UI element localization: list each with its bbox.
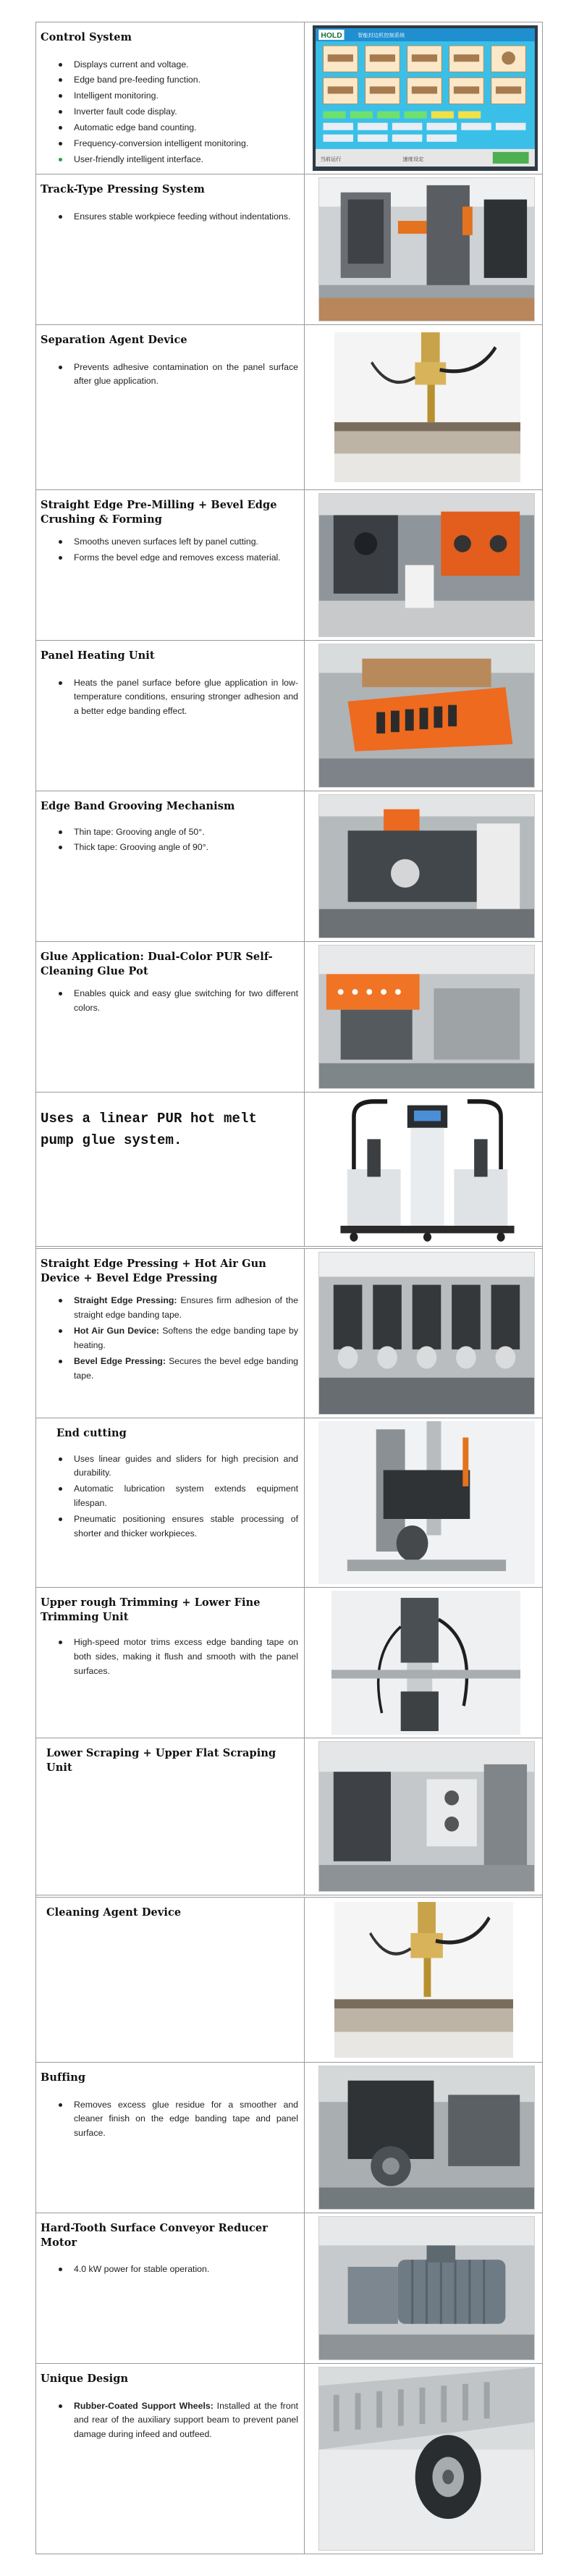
bullet-item: Uses linear guides and sliders for high precision and durability. bbox=[59, 1452, 298, 1481]
row-motor bbox=[36, 2213, 542, 2364]
bullet-item: Forms the bevel edge and removes excess material. bbox=[59, 551, 298, 565]
image-cell bbox=[305, 1249, 542, 1418]
bullet-item: Rubber-Coated Support Wheels: Installed at the front and rear of the auxiliary support beam to prevent panel damage during infeed and outfeed. bbox=[59, 2399, 298, 2443]
image-cell bbox=[305, 2213, 542, 2363]
text-cell bbox=[36, 1588, 305, 1738]
image-cell bbox=[305, 1738, 542, 1895]
bullet-item: Displays current and voltage. bbox=[59, 58, 298, 72]
bullet-item: Heats the panel surface before glue application in low-temperature conditions, ensuring stronger adhesion and a better edge banding effect. bbox=[59, 676, 298, 720]
text-cell bbox=[36, 22, 305, 174]
bullet-item: Thin tape: Grooving angle of 50°. bbox=[59, 825, 298, 840]
bullet-item: User-friendly intelligent interface. bbox=[59, 153, 298, 167]
section-title: End cutting bbox=[56, 1427, 127, 1439]
section-title: Panel Heating Unit bbox=[41, 649, 155, 662]
svg-text:智能封边机控制系统: 智能封边机控制系统 bbox=[358, 32, 405, 39]
image-cell bbox=[305, 1418, 542, 1587]
grooving-photo bbox=[318, 794, 535, 938]
track-pressing-photo bbox=[318, 177, 535, 321]
bullet-item: Hot Air Gun Device: Softens the edge banding tape by heating. bbox=[59, 1324, 298, 1353]
bullet-item: Inverter fault code display. bbox=[59, 105, 298, 119]
text-cell bbox=[36, 1249, 305, 1418]
bullet-item: Removes excess glue residue for a smoother and cleaner finish on the edge banding tape and panel surface. bbox=[59, 2098, 298, 2142]
row-glue-pot bbox=[36, 942, 542, 1093]
support-wheel-photo bbox=[318, 2367, 535, 2551]
text-cell bbox=[36, 942, 305, 1092]
svg-text:速度设定: 速度设定 bbox=[402, 156, 424, 162]
buffing-photo bbox=[318, 2066, 535, 2210]
row-pur-pump bbox=[36, 1093, 542, 1249]
image-cell bbox=[305, 22, 542, 174]
pre-milling-photo bbox=[318, 493, 535, 637]
text-cell bbox=[36, 791, 305, 941]
bullet-list bbox=[41, 361, 298, 390]
image-cell bbox=[305, 641, 542, 791]
image-cell bbox=[305, 1093, 542, 1246]
bullet-item: Automatic lubrication system extends equipment lifespan. bbox=[59, 1482, 298, 1511]
hmi-touchscreen-photo bbox=[313, 25, 538, 171]
heating-unit-photo bbox=[318, 644, 535, 788]
section-title: Straight Edge Pressing + Hot Air Gun Device + Bevel Edge Pressing bbox=[41, 1258, 266, 1284]
text-cell bbox=[36, 2213, 305, 2363]
section-title: Hard-Tooth Surface Conveyor Reducer Motor bbox=[41, 2222, 268, 2249]
row-straight-edge-pressing bbox=[36, 1249, 542, 1418]
section-title: Separation Agent Device bbox=[41, 334, 187, 346]
bullet-item: High-speed motor trims excess edge banding tape on both sides, making it flush and smooth with the panel surfaces. bbox=[59, 1636, 298, 1679]
bullet-item: Ensures stable workpiece feeding without indentations. bbox=[59, 210, 298, 224]
bullet-list bbox=[41, 676, 298, 720]
end-cutting-photo bbox=[318, 1421, 535, 1584]
row-grooving bbox=[36, 791, 542, 942]
section-title: Unique Design bbox=[41, 2373, 129, 2385]
bullet-list bbox=[41, 1294, 298, 1383]
image-cell bbox=[305, 490, 542, 640]
text-cell bbox=[36, 490, 305, 640]
image-cell bbox=[305, 1588, 542, 1738]
bullet-list bbox=[41, 58, 298, 167]
svg-text:当前运行: 当前运行 bbox=[320, 156, 342, 162]
row-unique-design bbox=[36, 2364, 542, 2554]
section-title: Upper rough Trimming + Lower Fine Trimming Unit bbox=[41, 1596, 261, 1623]
scraping-photo bbox=[318, 1741, 535, 1892]
row-buffing bbox=[36, 2063, 542, 2213]
bullet-list bbox=[56, 1452, 298, 1541]
text-cell bbox=[36, 1738, 305, 1895]
image-cell bbox=[305, 2364, 542, 2554]
text-cell bbox=[36, 1093, 305, 1246]
spray-nozzle-photo bbox=[334, 332, 520, 482]
section-title: Straight Edge Pre-Milling + Bevel Edge Crushing & Forming bbox=[41, 499, 277, 526]
pressing-rollers-photo bbox=[318, 1252, 535, 1415]
bullet-item: Intelligent monitoring. bbox=[59, 89, 298, 104]
text-cell bbox=[36, 2063, 305, 2213]
image-cell bbox=[305, 174, 542, 324]
bullet-list bbox=[41, 535, 298, 565]
row-track-pressing bbox=[36, 174, 542, 325]
row-scraping bbox=[36, 1738, 542, 1898]
text-cell bbox=[36, 1898, 305, 2062]
bullet-list bbox=[41, 987, 298, 1016]
row-separation-agent bbox=[36, 325, 542, 490]
section-title: Lower Scraping + Upper Flat Scraping Unit bbox=[46, 1747, 276, 1774]
bullet-item: Frequency-conversion intelligent monitoring. bbox=[59, 137, 298, 151]
bullet-item: Automatic edge band counting. bbox=[59, 121, 298, 135]
text-cell bbox=[36, 174, 305, 324]
bullet-item: Prevents adhesive contamination on the panel surface after glue application. bbox=[59, 361, 298, 390]
section-title: Glue Application: Dual-Color PUR Self-Cleaning Glue Pot bbox=[41, 951, 273, 977]
text-cell bbox=[36, 641, 305, 791]
bullet-list bbox=[41, 1636, 298, 1679]
image-cell bbox=[305, 2063, 542, 2213]
image-cell bbox=[305, 942, 542, 1092]
glue-pot-photo bbox=[318, 945, 535, 1089]
row-control-system bbox=[36, 22, 542, 174]
bullet-item: Straight Edge Pressing: Ensures firm adhesion of the straight edge banding tape. bbox=[59, 1294, 298, 1323]
bullet-item: Thick tape: Grooving angle of 90°. bbox=[59, 841, 298, 855]
section-title: Buffing bbox=[41, 2071, 86, 2084]
bullet-item: Bevel Edge Pressing: Secures the bevel edge banding tape. bbox=[59, 1355, 298, 1384]
bullet-item: Smooths uneven surfaces left by panel cutting. bbox=[59, 535, 298, 550]
bullet-list bbox=[41, 825, 298, 856]
feature-table bbox=[35, 22, 543, 2554]
pur-pump-photo bbox=[327, 1094, 528, 1245]
bullet-list bbox=[41, 2399, 298, 2443]
bullet-list bbox=[41, 2098, 298, 2142]
bullet-item: Pneumatic positioning ensures stable processing of shorter and thicker workpieces. bbox=[59, 1512, 298, 1541]
row-cleaning-agent bbox=[36, 1898, 542, 2063]
section-title: Track-Type Pressing System bbox=[41, 183, 205, 195]
bullet-list bbox=[41, 210, 298, 224]
trimming-photo bbox=[331, 1591, 520, 1735]
section-title: Edge Band Grooving Mechanism bbox=[41, 800, 235, 812]
row-end-cutting bbox=[36, 1418, 542, 1588]
bullet-item: 4.0 kW power for stable operation. bbox=[59, 2263, 298, 2277]
image-cell bbox=[305, 791, 542, 941]
hmi-brand: HOLD bbox=[321, 32, 342, 41]
image-cell bbox=[305, 325, 542, 489]
text-cell bbox=[36, 1418, 305, 1587]
bullet-item: Edge band pre-feeding function. bbox=[59, 73, 298, 88]
bullet-item: Enables quick and easy glue switching for two different colors. bbox=[59, 987, 298, 1016]
section-title: Control System bbox=[41, 31, 132, 43]
image-cell bbox=[305, 1898, 542, 2062]
row-trimming bbox=[36, 1588, 542, 1738]
bullet-list bbox=[41, 2263, 298, 2277]
cleaning-nozzle-photo bbox=[334, 1902, 513, 2058]
section-title: Uses a linear PUR hot melt pump glue system. bbox=[41, 1111, 258, 1149]
motor-photo bbox=[318, 2216, 535, 2360]
text-cell bbox=[36, 325, 305, 489]
row-pre-milling bbox=[36, 490, 542, 641]
section-title: Cleaning Agent Device bbox=[46, 1906, 182, 1919]
text-cell bbox=[36, 2364, 305, 2554]
row-heating-unit bbox=[36, 641, 542, 791]
